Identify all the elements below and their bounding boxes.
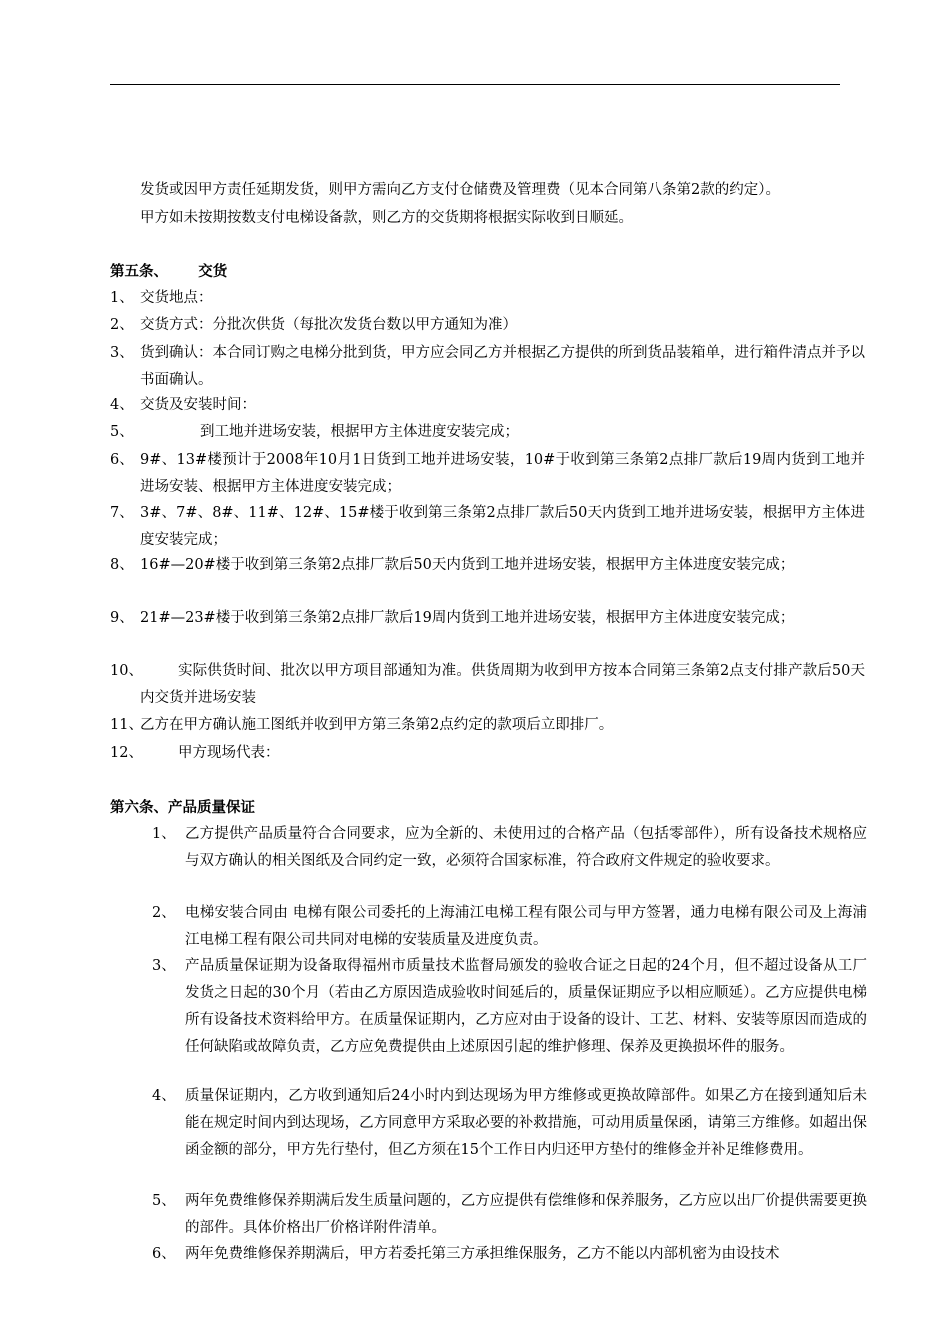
item-text: 货到确认：本合同订购之电梯分批到货，甲方应会同乙方并根据乙方提供的所到货品装箱单，进行箱件清点并予以书面确认。 [140, 345, 865, 388]
item-text: 到工地并进场安装，根据甲方主体进度安装完成； [200, 424, 519, 440]
item-number: 6、 [110, 452, 134, 468]
intro-line-1: 发货或因甲方责任延期发货，则甲方需向乙方支付仓储费及管理费（见本合同第八条第2款的约定）。 [140, 182, 780, 198]
item-text: 交货方式：分批次供货（每批次发货台数以甲方通知为准） [140, 317, 517, 333]
item-text: 电梯安装合同由 电梯有限公司委托的上海浦江电梯工程有限公司与甲方签署，通力电梯有限公司及上海浦江电梯工程有限公司共同对电梯的安装质量及进度负责。 [185, 905, 867, 948]
item-number: 2、 [152, 905, 176, 921]
item-number: 9、 [110, 610, 134, 626]
item-text: 产品质量保证期为设备取得福州市质量技术监督局颁发的验收合证之日起的24个月，但不超过设备从工厂发货之日起的30个月（若由乙方原因造成验收时间延后的，质量保证期应予以相应顺延）。乙方应提供电梯所有设备技术资料给甲方。在质量保证期内，乙方应对由于设备的设计、工艺、材料、安装等原因而造成的任何缺陷或故障负责，乙方应免费提供由上述原因引起的维护修理、保养及更换损坏件的服务。 [185, 958, 867, 1055]
item-text: 乙方在甲方确认施工图纸并收到甲方第三条第2点约定的款项后立即排厂。 [140, 717, 614, 733]
item-text: 两年免费维修保养期满后发生质量问题的，乙方应提供有偿维修和保养服务，乙方应以出厂价提供需要更换的部件。具体价格出厂价格详附件清单。 [185, 1193, 867, 1236]
item-text: 质量保证期内，乙方收到通知后24小时内到达现场为甲方维修或更换故障部件。如果乙方在接到通知后未能在规定时间内到达现场，乙方同意甲方采取必要的补救措施，可动用质量保函，请第三方维修。如超出保函金额的部分，甲方先行垫付，但乙方须在15个工作日内归还甲方垫付的维修金并补足维修费用。 [185, 1088, 867, 1158]
item-text: 交货地点： [140, 290, 213, 306]
item-text: 16#—20#楼于收到第三条第2点排厂款后50天内货到工地并进场安装，根据甲方主体进度安装完成； [140, 557, 795, 573]
item-number: 10、 [110, 663, 143, 679]
item-number: 1、 [110, 290, 134, 306]
item-number: 1、 [152, 826, 176, 842]
item-text: 交货及安装时间： [140, 397, 256, 413]
item-number: 5、 [152, 1193, 176, 1209]
item-number: 11、 [110, 717, 143, 733]
item-number: 5、 [110, 424, 134, 440]
item-text: 乙方提供产品质量符合合同要求，应为全新的、未使用过的合格产品（包括零部件），所有设备技术规格应与双方确认的相关图纸及合同约定一致，必须符合国家标准，符合政府文件规定的验收要求。 [185, 826, 867, 869]
item-number: 4、 [152, 1088, 176, 1104]
item-text: 甲方现场代表： [178, 745, 280, 761]
item-number: 3、 [152, 958, 176, 974]
item-number: 4、 [110, 397, 134, 413]
item-number: 2、 [110, 317, 134, 333]
section-5-heading: 第五条、 交货 [110, 263, 228, 280]
header-rule [110, 84, 840, 85]
intro-line-2: 甲方如未按期按数支付电梯设备款，则乙方的交货期将根据实际收到日顺延。 [140, 210, 633, 226]
item-number: 12、 [110, 745, 143, 761]
item-text: 两年免费维修保养期满后，甲方若委托第三方承担维保服务，乙方不能以内部机密为由设技术 [185, 1246, 780, 1262]
item-text: 实际供货时间、批次以甲方项目部通知为准。供货周期为收到甲方按本合同第三条第2点支付排产款后50天内交货并进场安装 [140, 663, 865, 706]
item-text: 9#、13#楼预计于2008年10月1日货到工地并进场安装，10#于收到第三条第2点排厂款后19周内货到工地并进场安装、根据甲方主体进度安装完成； [140, 452, 865, 495]
item-text: 3#、7#、8#、11#、12#、15#楼于收到第三条第2点排厂款后50天内货到工地并进场安装，根据甲方主体进度安装完成； [140, 505, 865, 548]
item-number: 3、 [110, 345, 134, 361]
item-number: 7、 [110, 505, 134, 521]
item-text: 21#—23#楼于收到第三条第2点排厂款后19周内货到工地并进场安装，根据甲方主体进度安装完成； [140, 610, 795, 626]
item-number: 6、 [152, 1246, 176, 1262]
item-number: 8、 [110, 557, 134, 573]
section-6-heading: 第六条、产品质量保证 [110, 799, 255, 816]
